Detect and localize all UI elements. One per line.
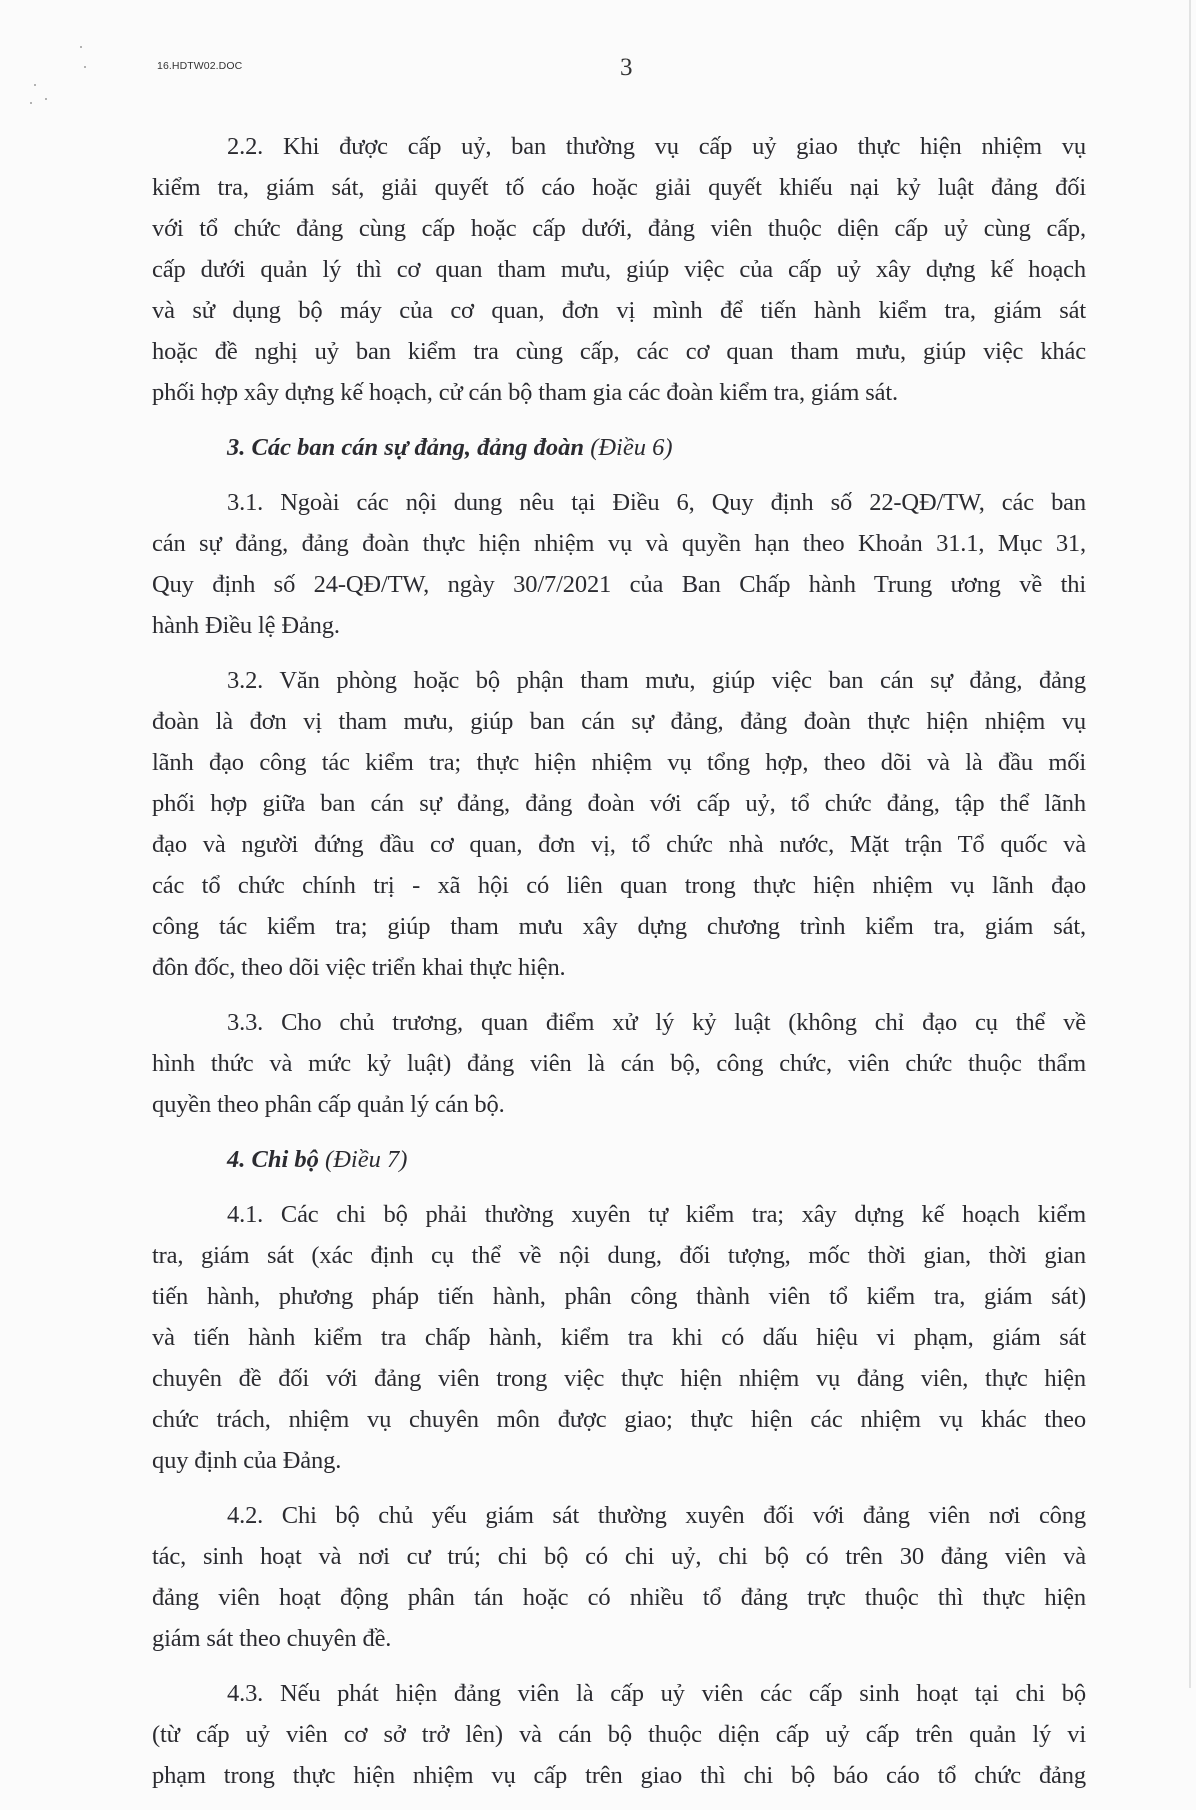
paragraph-line: với tổ chức đảng cùng cấp hoặc cấp dưới, đảng viên thuộc diện cấp uỷ cùng cấp, (152, 215, 1086, 242)
section-heading-article-ref: (Điều 7) (318, 1146, 408, 1173)
section-heading-title: 3. Các ban cán sự đảng, đảng đoàn (227, 434, 585, 461)
paragraph-line: các tổ chức chính trị - xã hội có liên quan trong thực hiện nhiệm vụ lãnh đạo (152, 872, 1086, 899)
page-edge (1189, 0, 1191, 1688)
paragraph-line: công tác kiểm tra; giúp tham mưu xây dựng chương trình kiểm tra, giám sát, (152, 913, 1086, 940)
paragraph-line: và sử dụng bộ máy của cơ quan, đơn vị mình để tiến hành kiểm tra, giám sát (152, 297, 1086, 324)
paragraph-line: phối hợp xây dựng kế hoạch, cử cán bộ tham gia các đoàn kiểm tra, giám sát. (152, 379, 899, 406)
paragraph-line: và tiến hành kiểm tra chấp hành, kiểm tra khi có dấu hiệu vi phạm, giám sát (152, 1324, 1086, 1351)
paragraph (152, 126, 1086, 413)
paragraph-line: 3.1. Ngoài các nội dung nêu tại Điều 6, Quy định số 22-QĐ/TW, các ban (227, 489, 1086, 516)
paragraph-line: tác, sinh hoạt và nơi cư trú; chi bộ có chi uỷ, chi bộ có trên 30 đảng viên và (152, 1543, 1086, 1570)
paragraph-line: hình thức và mức kỷ luật) đảng viên là cán bộ, công chức, viên chức thuộc thẩm (152, 1050, 1086, 1077)
paragraph-line: chức trách, nhiệm vụ chuyên môn được giao; thực hiện các nhiệm vụ khác theo (152, 1406, 1086, 1433)
paragraph-line: tiến hành, phương pháp tiến hành, phân công thành viên tổ kiểm tra, giám sát) (152, 1283, 1086, 1310)
paragraph-line: tra, giám sát (xác định cụ thể về nội dung, đối tượng, mốc thời gian, thời gian (152, 1242, 1086, 1269)
paragraph-line: 2.2. Khi được cấp uỷ, ban thường vụ cấp uỷ giao thực hiện nhiệm vụ (227, 133, 1086, 160)
paragraph-line: 4.1. Các chi bộ phải thường xuyên tự kiểm tra; xây dựng kế hoạch kiểm (227, 1201, 1086, 1228)
section-heading-article-ref: (Điều 6) (584, 434, 673, 461)
section-heading-title: 4. Chi bộ (227, 1146, 319, 1173)
section-heading (152, 427, 1086, 468)
section-heading (152, 1139, 1086, 1180)
paragraph-line: cấp dưới quản lý thì cơ quan tham mưu, giúp việc của cấp uỷ xây dựng kế hoạch (152, 256, 1086, 283)
paragraph-line: đảng viên hoạt động phân tán hoặc có nhiều tổ đảng trực thuộc thì thực hiện (152, 1584, 1086, 1611)
paragraph (152, 1002, 1086, 1125)
paragraph-line: kiểm tra, giám sát, giải quyết tố cáo hoặc giải quyết khiếu nại kỷ luật đảng đối (152, 174, 1086, 201)
paragraph-line: phối hợp giữa ban cán sự đảng, đảng đoàn với cấp uỷ, tổ chức đảng, tập thể lãnh (152, 790, 1086, 817)
document-body (152, 126, 1086, 1810)
paragraph-line: 3.2. Văn phòng hoặc bộ phận tham mưu, giúp việc ban cán sự đảng, đảng (227, 667, 1086, 694)
paragraph-line: đạo và người đứng đầu cơ quan, đơn vị, tổ chức nhà nước, Mặt trận Tổ quốc và (152, 831, 1086, 858)
paragraph-line: đoàn là đơn vị tham mưu, giúp ban cán sự đảng, đảng đoàn thực hiện nhiệm vụ (152, 708, 1086, 735)
paragraph-line: 3.3. Cho chủ trương, quan điểm xử lý kỷ luật (không chỉ đạo cụ thể về (227, 1009, 1086, 1036)
paragraph-line: Quy định số 24-QĐ/TW, ngày 30/7/2021 của Ban Chấp hành Trung ương về thi (152, 571, 1086, 598)
paragraph-line: hành Điều lệ Đảng. (152, 612, 340, 639)
paragraph (152, 1673, 1086, 1796)
paragraph-line: 4.2. Chi bộ chủ yếu giám sát thường xuyên đối với đảng viên nơi công (227, 1502, 1086, 1529)
document-file-name: 16.HDTW02.DOC (157, 60, 243, 72)
paragraph-line: chuyên đề đối với đảng viên trong việc thực hiện nhiệm vụ đảng viên, thực hiện (152, 1365, 1086, 1392)
page-number: 3 (620, 54, 633, 81)
paragraph-line: cán sự đảng, đảng đoàn thực hiện nhiệm vụ và quyền hạn theo Khoản 31.1, Mục 31, (152, 530, 1086, 557)
paragraph (152, 482, 1086, 646)
paragraph (152, 1194, 1086, 1481)
paragraph (152, 660, 1086, 988)
paragraph-line: lãnh đạo công tác kiểm tra; thực hiện nhiệm vụ tổng hợp, theo dõi và là đầu mối (152, 749, 1086, 776)
paragraph-line: hoặc đề nghị uỷ ban kiểm tra cùng cấp, các cơ quan tham mưu, giúp việc khác (152, 338, 1086, 365)
paragraph-line: phạm trong thực hiện nhiệm vụ cấp trên giao thì chi bộ báo cáo tổ chức đảng (152, 1762, 1086, 1789)
paragraph-line: giám sát theo chuyên đề. (152, 1625, 392, 1652)
paragraph-line: quyền theo phân cấp quản lý cán bộ. (152, 1091, 505, 1118)
paragraph-line: (từ cấp uỷ viên cơ sở trở lên) và cán bộ thuộc diện cấp uỷ cấp trên quản lý vi (152, 1721, 1086, 1748)
paragraph (152, 1495, 1086, 1659)
paragraph-line: đôn đốc, theo dõi việc triển khai thực hiện. (152, 954, 566, 981)
paragraph-line: 4.3. Nếu phát hiện đảng viên là cấp uỷ viên các cấp sinh hoạt tại chi bộ (227, 1680, 1086, 1707)
paragraph-line: quy định của Đảng. (152, 1447, 342, 1474)
